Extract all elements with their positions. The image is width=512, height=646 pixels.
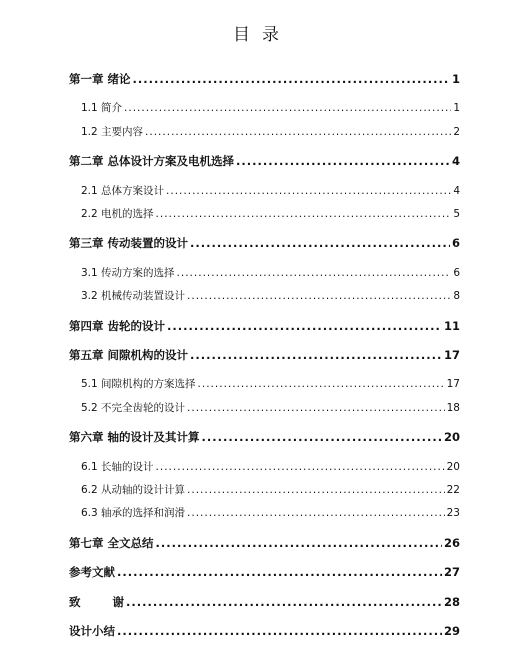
leader-dots bbox=[117, 624, 442, 638]
toc-page-number: 1 bbox=[453, 102, 460, 114]
toc-section-1-2[interactable] bbox=[81, 124, 460, 139]
toc-references[interactable] bbox=[69, 564, 460, 580]
toc-chapter-3[interactable] bbox=[69, 235, 460, 251]
toc-page-number: 29 bbox=[443, 624, 460, 638]
leader-dots bbox=[167, 319, 442, 333]
toc-chapter-7[interactable] bbox=[69, 535, 460, 551]
toc-page-number: 8 bbox=[453, 290, 460, 302]
toc-page-number: 6 bbox=[451, 236, 460, 250]
toc-label: 第三章 传动装置的设计 bbox=[69, 236, 189, 250]
toc-page-number: 4 bbox=[451, 154, 460, 168]
toc-label: 第二章 总体设计方案及电机选择 bbox=[69, 154, 235, 168]
toc-page-number: 20 bbox=[446, 461, 460, 473]
toc-section-6-1[interactable] bbox=[81, 459, 460, 474]
toc-label: 致 谢 bbox=[69, 595, 125, 609]
toc-page-number: 2 bbox=[453, 126, 460, 138]
leader-dots bbox=[187, 290, 451, 302]
toc-label: 2.1 总体方案设计 bbox=[81, 185, 165, 197]
toc-page-number: 18 bbox=[446, 402, 460, 414]
toc-page-number: 28 bbox=[443, 595, 460, 609]
toc-chapter-1[interactable] bbox=[69, 71, 460, 87]
leader-dots bbox=[126, 595, 442, 609]
toc-page-number: 5 bbox=[453, 208, 460, 220]
toc-label: 1.2 主要内容 bbox=[81, 126, 144, 138]
leader-dots bbox=[198, 378, 445, 390]
leader-dots bbox=[117, 565, 442, 579]
toc-page-number: 27 bbox=[443, 565, 460, 579]
toc-chapter-5[interactable] bbox=[69, 347, 460, 363]
toc-label: 5.2 不完全齿轮的设计 bbox=[81, 402, 186, 414]
leader-dots bbox=[236, 154, 450, 168]
toc-label: 5.1 间隙机构的方案选择 bbox=[81, 378, 196, 390]
leader-dots bbox=[202, 430, 442, 444]
toc-page-number: 4 bbox=[453, 185, 460, 197]
toc-section-6-2[interactable] bbox=[81, 482, 460, 497]
toc-label: 6.2 从动轴的设计计算 bbox=[81, 484, 186, 496]
toc-section-2-1[interactable] bbox=[81, 183, 460, 198]
toc-acknowledgements[interactable] bbox=[69, 594, 460, 610]
toc-design-summary[interactable] bbox=[69, 623, 460, 639]
toc-label: 第七章 全文总结 bbox=[69, 536, 154, 550]
toc-label: 第六章 轴的设计及其计算 bbox=[69, 430, 200, 444]
toc-chapter-6[interactable] bbox=[69, 429, 460, 445]
toc-page-number: 17 bbox=[446, 378, 460, 390]
leader-dots bbox=[156, 461, 445, 473]
leader-dots bbox=[156, 208, 452, 220]
leader-dots bbox=[177, 267, 452, 279]
toc-page-number: 6 bbox=[453, 267, 460, 279]
leader-dots bbox=[187, 507, 445, 519]
toc-label: 第五章 间隙机构的设计 bbox=[69, 348, 189, 362]
toc-page-number: 23 bbox=[446, 507, 460, 519]
leader-dots bbox=[187, 484, 445, 496]
leader-dots bbox=[145, 126, 451, 138]
toc-section-5-2[interactable] bbox=[81, 400, 460, 415]
leader-dots bbox=[190, 348, 442, 362]
leader-dots bbox=[187, 402, 445, 414]
toc-label: 1.1 简介 bbox=[81, 102, 123, 114]
toc-page-number: 22 bbox=[446, 484, 460, 496]
toc-page-number: 11 bbox=[443, 319, 460, 333]
toc-section-3-2[interactable] bbox=[81, 288, 460, 303]
toc-label: 参考文献 bbox=[69, 565, 115, 579]
toc-page-number: 26 bbox=[443, 536, 460, 550]
toc-label: 第一章 绪论 bbox=[69, 72, 131, 86]
leader-dots bbox=[190, 236, 450, 250]
toc-page-number: 17 bbox=[443, 348, 460, 362]
toc-chapter-2[interactable] bbox=[69, 153, 460, 169]
toc-section-1-1[interactable] bbox=[81, 100, 460, 115]
toc-label: 6.3 轴承的选择和润滑 bbox=[81, 507, 186, 519]
toc-section-3-1[interactable] bbox=[81, 265, 460, 280]
toc-label: 6.1 长轴的设计 bbox=[81, 461, 154, 473]
leader-dots bbox=[133, 72, 450, 86]
toc-page-number: 20 bbox=[443, 430, 460, 444]
toc-label: 设计小结 bbox=[69, 624, 115, 638]
leader-dots bbox=[124, 102, 451, 114]
toc-section-2-2[interactable] bbox=[81, 206, 460, 221]
toc-label: 2.2 电机的选择 bbox=[81, 208, 154, 220]
leader-dots bbox=[166, 185, 451, 197]
toc-title: 目录 bbox=[233, 25, 291, 45]
toc-chapter-4[interactable] bbox=[69, 318, 460, 334]
toc-section-5-1[interactable] bbox=[81, 376, 460, 391]
toc-section-6-3[interactable] bbox=[81, 505, 460, 520]
toc-label: 3.1 传动方案的选择 bbox=[81, 267, 175, 279]
toc-label: 3.2 机械传动装置设计 bbox=[81, 290, 186, 302]
toc-page-number: 1 bbox=[451, 72, 460, 86]
toc-label: 第四章 齿轮的设计 bbox=[69, 319, 166, 333]
leader-dots bbox=[156, 536, 442, 550]
